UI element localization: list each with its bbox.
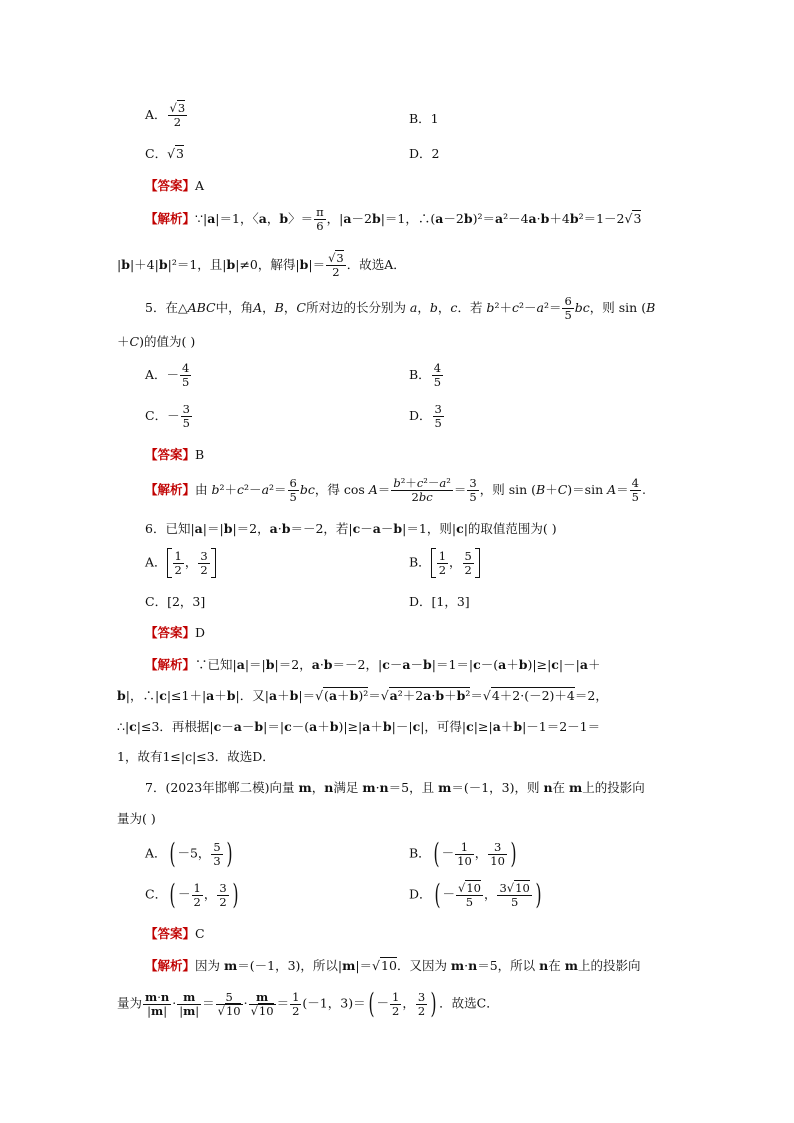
q4-analysis-line2: |b|＋4|b|²＝1，且|b|≠0，解得|b|＝ $\frac{√3}{2}$ ．故选A． [117,251,406,279]
q5-option-d: D． $\frac{3}{5}$ [409,402,442,430]
q7-option-d: D．( － $\frac{√10}{5}$ ， $\frac{3√10}{5}$ ) [409,878,542,911]
q5-analysis: 【解析】由 b²＋c²－a²＝ $\frac{6}{5}$ bc，得 cos A＝ $\frac{\text{b²＋c²－a²}}{2bc}$ ＝ $\frac{3}{5}$ ，则 sin (B＋C)＝sin A＝ $\frac{4}{5}$ . [145,476,646,504]
q7-option-b: B．( － $\frac{1}{10}$ ， $\frac{3}{10}$ ) [409,837,517,870]
q4-option-a-fraction: $\frac{√3}{2}$ [169,101,186,129]
analysis-tag: 【解析】 [145,657,196,672]
q6-option-a: A． $\frac{1}{2}$ ， $\frac{3}{2}$ [145,548,216,578]
q5-option-a: A．－ $\frac{4}{5}$ [145,361,190,389]
analysis-tag: 【解析】 [145,958,196,973]
q6-analysis-line3: ∴|c|≤3．再根据|c－a－b|＝|c－(a＋b)|≥|a＋b|－|c|，可得|c|≥|a＋b|－1＝2－1＝ [117,719,601,734]
q6-answer [145,624,715,641]
q4-option-c: C．√3 [145,146,184,161]
q4-option-d: D．2 [409,146,440,161]
q6-answer-value: D [195,625,206,640]
q7-analysis-line1: 【解析】因为 m＝(－1，3)，所以|m|＝√10．又因为 m·n＝5，所以 n在 m上的投影向 [145,958,641,973]
q4-option-b: B．1 [409,111,439,126]
q6-analysis-line4: 1，故有1≤|c|≤3．故选D． [117,749,275,764]
answer-tag: 【答案】 [145,447,196,462]
q4-option-a-label: A． [145,107,167,122]
q5-answer-value: B [195,447,205,462]
q4-answer-value: A [195,178,205,193]
answer-tag: 【答案】 [145,178,196,193]
q7-answer [145,925,715,942]
answer-tag: 【答案】 [145,926,196,941]
analysis-tag: 【解析】 [145,482,196,497]
analysis-tag: 【解析】 [145,211,196,226]
answer-tag: 【答案】 [145,625,196,640]
q7-stem-line1: 7．(2023年邯郸二模)向量 m，n满足 m·n＝5，且 m＝(－1，3)，则 n在 m上的投影向 [145,780,645,795]
q7-answer-value: C [195,926,205,941]
q6-option-d: D．[1，3] [409,594,470,609]
q6-analysis-line2: b|，∴|c|≤1＋|a＋b|．又|a＋b|＝√(a＋b)²＝√a²＋2a·b＋b²＝√4＋2·(－2)＋4＝2， [117,688,608,703]
q4-answer [145,177,715,194]
q7-option-a: A．( －5， $\frac{5}{3}$ ) [145,837,233,870]
q5-stem-line1: 5．在△ABC中，角A，B，C所对边的长分别为 a，b，c．若 b²＋c²－a²＝ $\frac{6}{5}$ bc，则 sin (B [145,294,656,322]
q5-option-c: C．－ $\frac{3}{5}$ [145,402,190,430]
q7-analysis-line2: 量为 $\frac{m\cdot n}{|m|}$ · $\frac{m}{|m|}$ ＝ $\frac{5}{√10}$ · $\frac{m}{√10}$ ＝ $\frac{1}{2}$ (－1，3)＝( － $\frac{1}{2}$ ， $\frac{3}{2}$ ) ．故选C． [117,987,499,1020]
q4-option-a [145,102,188,129]
q6-analysis-line1: 【解析】∵已知|a|＝|b|＝2，a·b＝－2，|c－a－b|＝1＝|c－(a＋b)|≥|c|－|a＋ [145,657,601,672]
q5-stem-line2: ＋C)的值为( ) [117,334,196,349]
q7-stem-line2: 量为( ) [117,811,156,826]
q6-option-b: B． $\frac{1}{2}$ ， $\frac{5}{2}$ [409,548,480,578]
q4-analysis-line1: 【解析】∵|a|＝1，〈a，b〉＝ $\frac{\pi}{6}$ ，|a－2b|＝1，∴(a－2b)²＝a²－4a·b＋4b²＝1－2√3 [145,205,642,233]
q4-option-c-label: C． [145,146,168,161]
q5-answer [145,446,715,463]
q6-stem: 6．已知|a|＝|b|＝2，a·b＝－2，若|c－a－b|＝1，则|c|的取值范围为( ) [145,521,557,536]
q6-option-c: C．[2，3] [145,594,206,609]
q7-option-c: C．( － $\frac{1}{2}$ ， $\frac{3}{2}$ ) [145,878,239,911]
q5-option-b: B． $\frac{4}{5}$ [409,361,442,389]
